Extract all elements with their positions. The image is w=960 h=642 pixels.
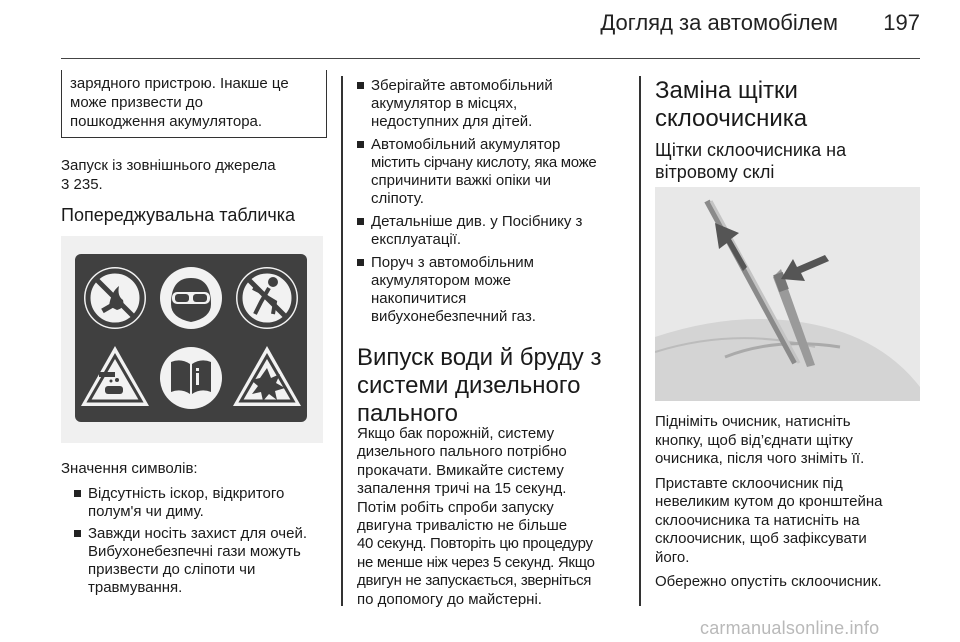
- keep-children-away-icon: [236, 267, 298, 329]
- body-line: не менше ніж через 5 секунд. Якщо: [357, 553, 595, 571]
- explosion-warning-icon: [233, 346, 301, 406]
- body-line: 40 секунд. Повторіть цю процедуру: [357, 535, 593, 553]
- list-item-line: експлуатації.: [371, 231, 462, 248]
- list-item: [74, 485, 326, 521]
- body-line: двигуна тривалістю не більше: [357, 517, 568, 535]
- body-line: по допомогу до майстерні.: [357, 590, 542, 608]
- body-line: двигун не запускається, зверніться: [357, 572, 592, 590]
- warning-line: може призвести до: [70, 94, 203, 111]
- body-line: кнопку, щоб від’єднати щітку: [655, 431, 853, 449]
- column-divider-2: [639, 76, 641, 606]
- wiper-blade-illustration: [655, 187, 920, 401]
- subheading-windscreen-wipers: [655, 139, 915, 183]
- list-item-line: Завжди носіть захист для очей.: [88, 525, 307, 542]
- list-item-line: вибухонебезпечний газ.: [371, 308, 536, 325]
- battery-safety-list: [357, 77, 633, 326]
- body-line: склоочисник, щоб зафіксувати: [655, 530, 867, 547]
- header-rule: [61, 58, 920, 59]
- list-item-line: Поруч з автомобільним: [371, 254, 534, 271]
- eye-protection-icon: [160, 267, 222, 329]
- diesel-drain-body: [357, 425, 639, 609]
- running-header: Догляд за автомобілем: [600, 10, 838, 35]
- section-heading-wiper-replacement: [655, 77, 915, 133]
- list-item-line: акумулятор в місцях,: [371, 95, 518, 112]
- list-item-line: травмування.: [88, 579, 183, 596]
- body-line: очисника, після чого зніміть її.: [655, 450, 865, 467]
- symbols-intro: Значення символів:: [61, 460, 198, 477]
- list-item: [74, 525, 326, 597]
- body-line: його.: [655, 548, 690, 566]
- warning-label-image: [61, 236, 323, 443]
- bullet-square-icon: [74, 530, 81, 537]
- paragraph: [655, 475, 920, 568]
- subheading-line: вітровому склі: [655, 162, 775, 182]
- page-number: 197: [883, 10, 920, 35]
- page-reference-link[interactable]: 3 235.: [61, 175, 103, 193]
- list-item-line: недоступних для дітей.: [371, 113, 533, 130]
- paragraph: [655, 573, 920, 592]
- list-item-line: призвести до сліпоти чи: [88, 561, 256, 578]
- bullet-square-icon: [74, 490, 81, 497]
- acid-warning-icon: [81, 346, 149, 406]
- list-item-line: акумулятором може: [371, 272, 512, 289]
- paragraph: [655, 413, 920, 469]
- section-heading-warning-label: Попереджувальна табличка: [61, 205, 296, 225]
- wiper-instructions: [655, 413, 920, 592]
- list-item-line: Детальніше див. у Посібнику з: [371, 213, 583, 230]
- body-line: невеликим кутом до кронштейна: [655, 493, 883, 510]
- column-divider-1: [341, 76, 343, 606]
- list-item-line: Відсутність іскор, відкритого: [88, 485, 285, 502]
- body-line: дизельного пального потрібно: [357, 443, 567, 461]
- subheading-line: Щітки склоочисника на: [655, 140, 847, 160]
- list-item: [357, 77, 633, 131]
- heading-line: Випуск води й бруду з: [357, 344, 602, 371]
- body-line: Приставте склоочисник під: [655, 474, 843, 492]
- watermark: carmanualsonline.info: [700, 618, 880, 638]
- list-item: [357, 136, 633, 208]
- list-item-line: сліпоту.: [371, 190, 424, 207]
- heading-line: системи дизельного: [357, 372, 581, 399]
- body-line: склоочисника та натисніть на: [655, 511, 860, 529]
- body-line: Потім робіть спроби запуску: [357, 498, 554, 516]
- symbols-list: [74, 485, 326, 597]
- warning-box-continued: [61, 70, 327, 138]
- list-item-line: містить сірчану кислоту, яка може: [371, 154, 597, 171]
- body-line: Якщо бак порожній, систему: [357, 425, 555, 442]
- list-item: [357, 254, 633, 326]
- list-item-line: накопичитися: [371, 290, 467, 307]
- list-item-line: полум'я чи диму.: [88, 503, 204, 520]
- heading-line: Заміна щітки: [655, 77, 798, 104]
- manual-icon: [160, 347, 222, 409]
- bullet-square-icon: [357, 259, 364, 266]
- list-item: [357, 213, 633, 249]
- bullet-square-icon: [357, 141, 364, 148]
- heading-line: склоочисника: [655, 105, 808, 132]
- heading-line: пального: [357, 400, 459, 427]
- list-item-line: Вибухонебезпечні гази можуть: [88, 543, 301, 560]
- list-item-line: спричинити важкі опіки чи: [371, 172, 551, 189]
- list-item-line: Зберігайте автомобільний: [371, 77, 553, 94]
- jump-start-line: Запуск із зовнішнього джерела: [61, 157, 276, 174]
- list-item-line: Автомобільний акумулятор: [371, 136, 561, 153]
- bullet-square-icon: [357, 218, 364, 225]
- warning-line: зарядного пристрою. Інакше це: [70, 75, 289, 92]
- no-fire-icon: [84, 267, 146, 329]
- bullet-square-icon: [357, 82, 364, 89]
- jump-start-text: [61, 157, 323, 194]
- warning-line: пошкодження акумулятора.: [70, 113, 263, 130]
- body-line: запалення тричі на 15 секунд.: [357, 480, 567, 498]
- body-line: Обережно опустіть склоочисник.: [655, 573, 882, 590]
- section-heading-diesel-drain: [357, 344, 637, 428]
- body-line: Підніміть очисник, натисніть: [655, 413, 851, 430]
- body-line: прокачати. Вмикайте систему: [357, 461, 564, 479]
- warning-sign-board: [75, 254, 307, 422]
